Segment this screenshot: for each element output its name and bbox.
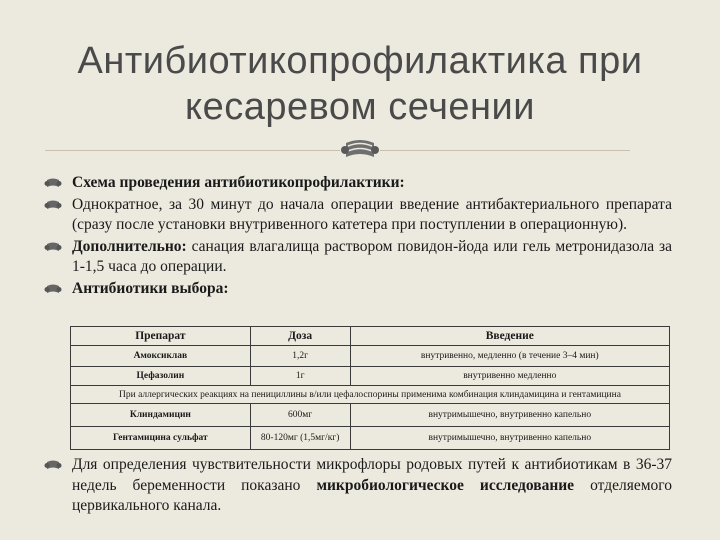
scroll-ornament-icon	[340, 137, 380, 163]
bullet-item	[44, 195, 672, 236]
scroll-bullet-icon	[44, 459, 62, 472]
title-line-1: Антибиотикопрофилактика при	[77, 40, 643, 82]
table-row	[71, 367, 670, 386]
bullet-text: Однократное, за 30 минут до начала операции введение антибактериального препарата (сразу после установки внутривенного катетера при поступлении в операционную).	[72, 195, 672, 233]
table-header-cell: Доза	[250, 327, 350, 346]
bullet-bold-text: Антибиотики выбора:	[72, 279, 229, 297]
table-cell-route: внутривенно медленно	[350, 367, 669, 386]
title-line-2: кесаревом сечении	[185, 86, 535, 128]
table-row	[71, 427, 670, 450]
table-cell-route: внутримышечно, внутривенно капельно	[350, 404, 669, 427]
bullet-text: отделяемого цервикального канала.	[72, 476, 673, 514]
title-divider-left	[45, 150, 340, 151]
bullet-text: Для определения чувствительности микрофлоры родовых путей к антибиотикам в 36-37 недель беременности показано	[72, 456, 672, 494]
table-row	[71, 404, 670, 427]
table-header-row	[71, 327, 670, 346]
table-cell-dose: 1г	[250, 367, 350, 386]
bullet-item	[44, 455, 672, 517]
table-cell-drug: Гентамицина сульфат	[71, 427, 251, 450]
title-divider-right	[380, 150, 630, 151]
table-cell-drug: Амоксиклав	[71, 346, 251, 367]
bullet-bold-text: Дополнительно:	[72, 237, 187, 255]
table-cell-dose: 600мг	[250, 404, 350, 427]
antibiotics-table	[70, 326, 670, 450]
table-cell-drug: Клиндамицин	[71, 404, 251, 427]
table-row	[71, 346, 670, 367]
table-cell-dose: 80-120мг (1,5мг/кг)	[250, 427, 350, 450]
table-cell-dose: 1,2г	[250, 346, 350, 367]
table-cell-drug: Цефазолин	[71, 367, 251, 386]
scroll-bullet-icon	[44, 241, 62, 254]
scroll-bullet-icon	[44, 199, 62, 212]
bullet-list	[44, 173, 672, 299]
table-cell-route: внутривенно, медленно (в течение 3–4 мин)	[350, 346, 669, 367]
table-row	[71, 386, 670, 404]
bullet-item	[44, 173, 672, 194]
scroll-bullet-icon	[44, 283, 62, 296]
slide-title	[40, 38, 680, 130]
scroll-bullet-icon	[44, 177, 62, 190]
bullet-item	[44, 237, 672, 278]
table-header-cell: Введение	[350, 327, 669, 346]
table-note-cell: При аллергических реакциях на пенициллины в/или цефалоспорины применима комбинация клиндамицина и гентамицина	[71, 386, 670, 404]
bullet-bold-text: Схема проведения антибиотикопрофилактики:	[72, 174, 405, 191]
table-cell-route: внутримышечно, внутривенно капельно	[350, 427, 669, 450]
bullet-bold-text: микробиологическое исследование	[316, 476, 575, 494]
bullet-item	[44, 279, 672, 300]
table-header-cell: Препарат	[71, 327, 251, 346]
bullet-text: санация влагалища раствором повидон-йода или гель метронидазола за 1-1,5 часа до операции.	[72, 237, 672, 275]
bullet-list-bottom	[44, 455, 672, 517]
